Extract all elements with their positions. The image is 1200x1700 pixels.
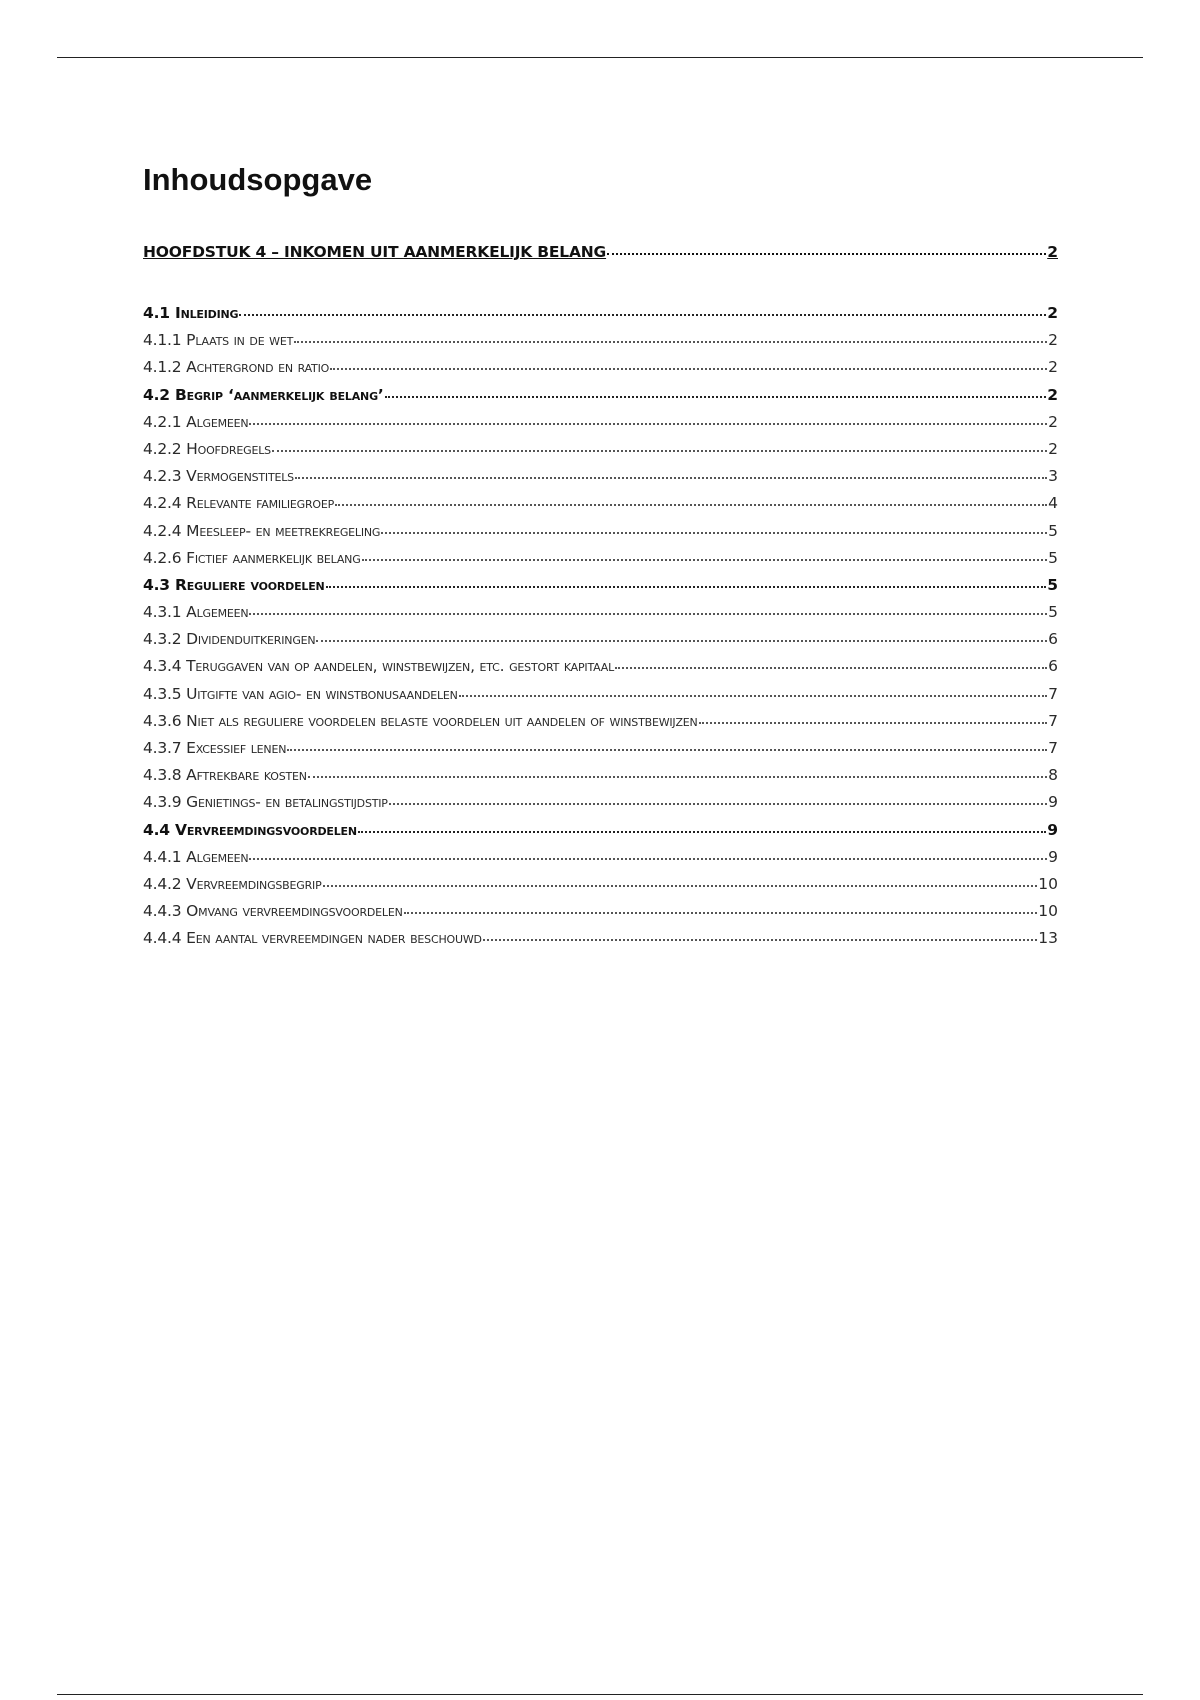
dot-leader — [316, 639, 1047, 642]
toc-subsection-link[interactable] — [143, 440, 1058, 467]
toc-entry-page: 7 — [1048, 739, 1058, 757]
dot-leader — [699, 721, 1048, 724]
toc-entry-page: 2 — [1048, 412, 1058, 431]
toc-entry-label: 4.4.3 Omvang vervreemdingsvoordelen — [143, 902, 403, 921]
toc-entry-label: 4.2 Begrip ‘aanmerkelijk belang’ — [143, 385, 384, 404]
toc-subsection-link[interactable] — [143, 413, 1058, 440]
toc-subsection-link[interactable] — [143, 712, 1058, 739]
toc-entry-page: 10 — [1038, 902, 1058, 921]
toc-entry-label: 4.2.4 Relevante familiegroep — [143, 494, 335, 513]
dot-leader — [607, 252, 1046, 255]
toc-entry-label: 4.4.2 Vervreemdingsbegrip — [143, 874, 322, 893]
toc-chapter-page: 2 — [1047, 243, 1058, 261]
toc-entry-label: 4.3.8 Aftrekbare kosten — [143, 766, 307, 785]
toc-subsection-link[interactable] — [143, 494, 1058, 521]
dot-leader — [615, 666, 1047, 669]
toc-subsection-link[interactable] — [143, 331, 1058, 358]
toc-entry-label: 4.2.6 Fictief aanmerkelijk belang — [143, 548, 361, 567]
toc-entry-page: 13 — [1038, 929, 1058, 948]
toc-entry-page: 6 — [1048, 630, 1058, 649]
toc-entry-label: 4.2.4 Meesleep- en meetrekregeling — [143, 521, 381, 540]
dot-leader — [249, 612, 1047, 615]
toc-entry-page: 7 — [1048, 711, 1058, 730]
toc-entry-list — [143, 304, 1058, 957]
toc-entry-label: 4.4 Vervreemdingsvoordelen — [143, 820, 357, 839]
toc-entry-page: 4 — [1048, 494, 1058, 513]
toc-chapter-link[interactable] — [143, 243, 1058, 281]
toc-subsection-link[interactable] — [143, 549, 1058, 576]
dot-leader — [335, 503, 1047, 506]
toc-entry-page: 5 — [1047, 575, 1058, 594]
toc-entry-page: 5 — [1048, 521, 1058, 540]
dot-leader — [239, 313, 1046, 316]
toc-entry-page: 9 — [1048, 847, 1058, 866]
toc-subsection-link[interactable] — [143, 630, 1058, 657]
toc-entry-label: 4.2.3 Vermogenstitels — [143, 467, 294, 486]
dot-leader — [381, 531, 1047, 534]
toc-chapter-label: HOOFDSTUK 4 – INKOMEN UIT AANMERKELIJK BELANG — [143, 243, 607, 261]
toc-entry-page: 3 — [1048, 467, 1058, 486]
dot-leader — [459, 694, 1047, 697]
toc-entry-label: 4.4.1 Algemeen — [143, 847, 249, 866]
toc-entry-label: 4.3.9 Genietings- en betalingstijdstip — [143, 793, 388, 812]
dot-leader — [358, 830, 1046, 833]
toc-subsection-link[interactable] — [143, 467, 1058, 494]
toc-entry-label: 4.1.2 Achtergrond en ratio — [143, 358, 330, 377]
toc-subsection-link[interactable] — [143, 848, 1058, 875]
dot-leader — [249, 857, 1047, 860]
dot-leader — [308, 775, 1047, 778]
dot-leader — [294, 340, 1047, 343]
dot-leader — [323, 884, 1038, 887]
toc-subsection-link[interactable] — [143, 875, 1058, 902]
toc-entry-page: 2 — [1047, 385, 1058, 404]
toc-subsection-link[interactable] — [143, 522, 1058, 549]
page-title: Inhoudsopgave — [143, 162, 373, 197]
toc-entry-label: 4.3 Reguliere voordelen — [143, 575, 325, 594]
toc-entry-page: 5 — [1048, 548, 1058, 567]
toc-entry-label: 4.3.6 Niet als reguliere voordelen belaste voordelen uit aandelen of winstbewijzen — [143, 711, 698, 730]
toc-subsection-link[interactable] — [143, 685, 1058, 712]
toc-subsection-link[interactable] — [143, 929, 1058, 956]
toc-entry-label: 4.2.1 Algemeen — [143, 412, 249, 431]
toc-entry-page: 9 — [1047, 820, 1058, 839]
toc-section-link[interactable] — [143, 386, 1058, 413]
toc-subsection-link[interactable] — [143, 358, 1058, 385]
toc-section-link[interactable] — [143, 821, 1058, 848]
toc-entry-label: 4.2.2 Hoofdregels — [143, 439, 271, 458]
toc-subsection-link[interactable] — [143, 739, 1058, 766]
dot-leader — [287, 748, 1047, 751]
toc-entry-page: 10 — [1038, 874, 1058, 893]
toc-entry-label: 4.3.7 Excessief lenen — [143, 739, 287, 757]
toc-entry-label: 4.1.1 Plaats in de wet — [143, 331, 294, 350]
toc-entry-page: 9 — [1048, 793, 1058, 812]
toc-subsection-link[interactable] — [143, 902, 1058, 929]
header-rule — [57, 57, 1143, 58]
dot-leader — [330, 367, 1047, 370]
toc-entry-page: 6 — [1048, 657, 1058, 676]
toc-subsection-link[interactable] — [143, 603, 1058, 630]
toc-entry-label: 4.3.1 Algemeen — [143, 603, 249, 622]
dot-leader — [326, 585, 1047, 588]
toc-entry-page: 7 — [1048, 684, 1058, 703]
toc-section-link[interactable] — [143, 304, 1058, 331]
footer-rule — [57, 1694, 1143, 1695]
dot-leader — [385, 395, 1047, 398]
toc-entry-page: 2 — [1047, 304, 1058, 322]
toc-entry-label: 4.3.4 Teruggaven van op aandelen, winstbewijzen, etc. gestort kapitaal — [143, 657, 614, 676]
toc-entry-page: 5 — [1048, 603, 1058, 622]
dot-leader — [249, 422, 1047, 425]
table-of-contents — [143, 243, 1058, 957]
toc-subsection-link[interactable] — [143, 793, 1058, 820]
toc-entry-label: 4.3.5 Uitgifte van agio- en winstbonusaandelen — [143, 684, 458, 703]
toc-entry-page: 2 — [1048, 331, 1058, 350]
dot-leader — [483, 938, 1037, 941]
toc-entry-page: 2 — [1048, 439, 1058, 458]
dot-leader — [272, 449, 1047, 452]
toc-entry-page: 2 — [1048, 358, 1058, 377]
toc-entry-label: 4.3.2 Dividenduitkeringen — [143, 630, 316, 649]
dot-leader — [404, 911, 1038, 914]
toc-subsection-link[interactable] — [143, 766, 1058, 793]
toc-entry-page: 8 — [1048, 766, 1058, 785]
toc-entry-label: 4.4.4 Een aantal vervreemdingen nader beschouwd — [143, 929, 482, 948]
dot-leader — [389, 802, 1047, 805]
toc-subsection-link[interactable] — [143, 657, 1058, 684]
toc-section-link[interactable] — [143, 576, 1058, 603]
dot-leader — [362, 558, 1048, 561]
dot-leader — [295, 476, 1047, 479]
toc-entry-label: 4.1 Inleiding — [143, 304, 239, 322]
